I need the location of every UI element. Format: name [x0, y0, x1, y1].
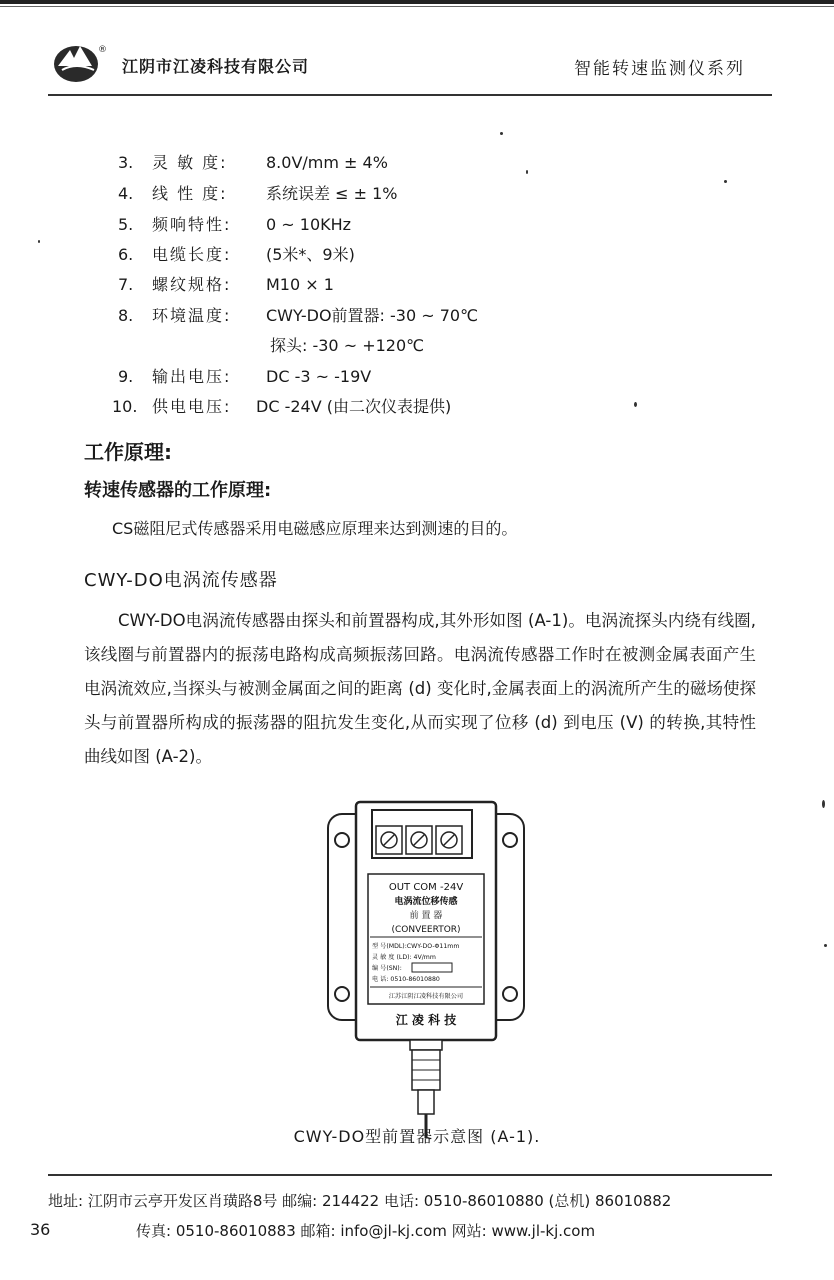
- terminal-screw: [436, 826, 462, 854]
- footer-rule: [48, 1174, 772, 1176]
- plate-sensitivity: 灵 敏 度 (LD): 4V/mm: [372, 954, 436, 961]
- mount-hole: [503, 987, 517, 1001]
- section-heading: 工作原理:: [84, 440, 172, 464]
- plate-serial-label: 编 号(SN):: [372, 965, 402, 972]
- company-name: 江阴市江凌科技有限公司: [122, 57, 310, 76]
- serial-box: [412, 963, 452, 972]
- spec-item: 8. 环境温度: CWY-DO前置器: -30 ~ 70℃: [118, 306, 479, 325]
- scan-speck: [634, 402, 637, 407]
- spec-item: 5. 频响特性: 0 ~ 10KHz: [118, 215, 352, 234]
- product-series: 智能转速监测仪系列: [574, 59, 745, 79]
- plate-model: 型 号(MDL):CWY-DO-Φ11mm: [372, 943, 460, 950]
- preamplifier-figure: [326, 798, 526, 1146]
- scan-speck: [724, 180, 727, 183]
- footer-contact: 传真: 0510-86010883 邮箱: info@jl-kj.com 网站: www.jl-kj.com: [136, 1222, 596, 1240]
- top-border-thin: [0, 6, 834, 7]
- plate-maker: 江苏江阴江凌科技有限公司: [388, 993, 464, 1000]
- plate-english-title: (CONVEERTOR): [391, 925, 461, 935]
- terminal-screw: [376, 826, 402, 854]
- company-logo: [52, 40, 108, 84]
- mount-hole: [335, 833, 349, 847]
- scan-speck: [526, 170, 528, 174]
- plate-phone: 电 话: 0510-86010880: [372, 976, 440, 983]
- spec-probe-temperature: 探头: -30 ~ +120℃: [270, 336, 425, 355]
- spec-item: 9. 输出电压: DC -3 ~ -19V: [118, 367, 372, 386]
- spec-item: 4. 线 性 度: 系统误差 ≤ ± 1%: [118, 184, 398, 203]
- terminal-screw: [406, 826, 432, 854]
- scan-speck: [38, 240, 40, 243]
- device-brand: 江 凌 科 技: [395, 1013, 457, 1027]
- subsection-heading: 转速传感器的工作原理:: [84, 480, 272, 501]
- terminal-label: OUT COM -24V: [388, 882, 464, 893]
- plate-subtitle: 前 置 器: [409, 911, 443, 921]
- mount-hole: [335, 987, 349, 1001]
- label-plate: [368, 874, 484, 1004]
- scan-speck: [824, 944, 827, 947]
- header-rule: [48, 94, 772, 96]
- cable-gland: [410, 1040, 442, 1050]
- page-number: 36: [30, 1220, 51, 1239]
- cs-sensor-paragraph: CS磁阻尼式传感器采用电磁感应原理来达到测速的目的。: [112, 519, 518, 538]
- cwy-description-paragraph: CWY-DO电涡流传感器由探头和前置器构成,其外形如图 (A-1)。电涡流探头内绕有线圈,该线圈与前置器内的振荡电路构成高频振荡回路。电涡流传感器工作时在被测金属表面产生电涡流效应,当探头与被测金属面之间的距离 (d) 变化时,金属表面上的涡流所产生的磁场使探头与前置器所构成的振荡器的阻抗发生变化,从而实现了位移 (d) 到电压 (V) 的转换,其特性曲线如图 (A-2)。: [84, 611, 756, 766]
- top-border: [0, 0, 834, 4]
- spec-item: 7. 螺纹规格: M10 × 1: [118, 275, 334, 294]
- cwy-heading: CWY-DO电涡流传感器: [84, 570, 278, 591]
- figure-caption: CWY-DO型前置器示意图 (A-1).: [293, 1127, 541, 1146]
- registered-mark: ®: [98, 45, 107, 55]
- spec-item: 6. 电缆长度: (5米*、9米): [118, 245, 355, 264]
- spec-item: 3. 灵 敏 度: 8.0V/mm ± 4%: [118, 153, 388, 172]
- plate-title: 电涡流位移传感: [394, 897, 458, 907]
- footer-address: 地址: 江阴市云亭开发区肖璜路8号 邮编: 214422 电话: 0510-86010880 (总机) 86010882: [48, 1192, 672, 1210]
- spec-item: 10. 供电电压: DC -24V (由二次仪表提供): [112, 397, 452, 416]
- mount-hole: [503, 833, 517, 847]
- scan-speck: [500, 132, 503, 135]
- scan-speck: [822, 800, 825, 808]
